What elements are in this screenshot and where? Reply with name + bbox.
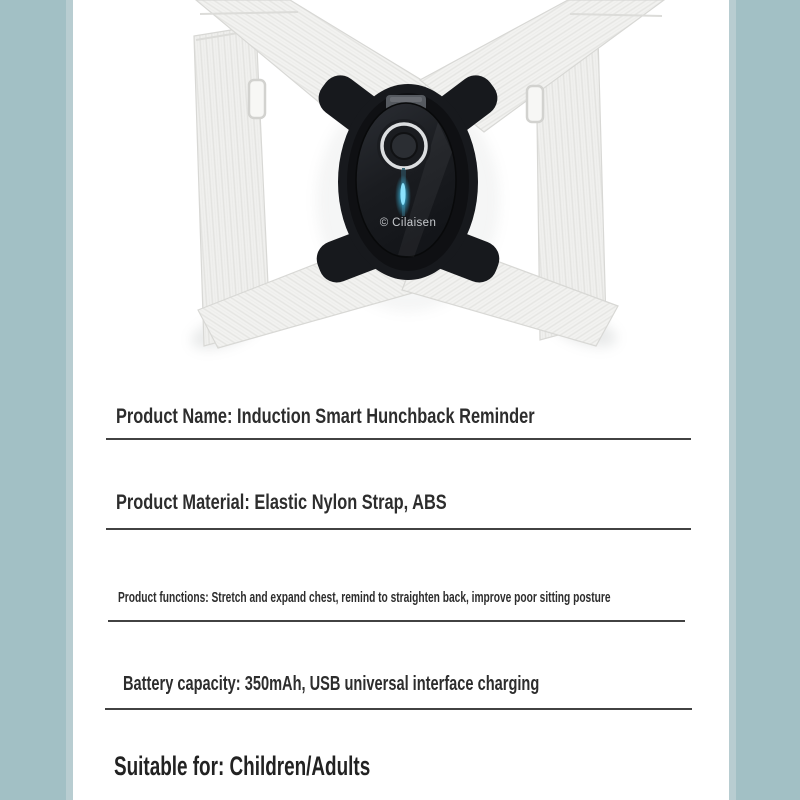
posture-device [311,68,504,288]
divider-line-4 [105,708,692,710]
divider-line-1 [106,438,691,440]
suitable-for-heading [114,753,480,780]
divider-line-2 [106,528,691,530]
right-side-band-edge [729,0,736,800]
divider-line-3 [108,620,685,622]
right-side-band [736,0,800,800]
spec-battery-capacity-text: Battery capacity: 350mAh, USB universal interface charging [123,673,540,695]
spec-product-material [116,492,540,513]
spec-product-name [116,406,653,427]
left-side-band [0,0,66,800]
left-strap-buckle [249,80,265,118]
spec-product-material-text: Product Material: Elastic Nylon Strap, ABS [116,491,447,514]
spec-product-functions-text: Product functions: Stretch and expand chest, remind to straighten back, improve poor sitting posture [118,589,611,606]
spec-product-functions [118,590,800,605]
product-photo [72,0,730,390]
spec-battery-capacity [123,674,693,694]
suitable-for-text: Suitable for: Children/Adults [114,751,371,781]
spec-product-name-text: Product Name: Induction Smart Hunchback Reminder [116,405,535,428]
right-strap-buckle [527,86,543,122]
brand-label: © Cilaisen [379,217,437,229]
